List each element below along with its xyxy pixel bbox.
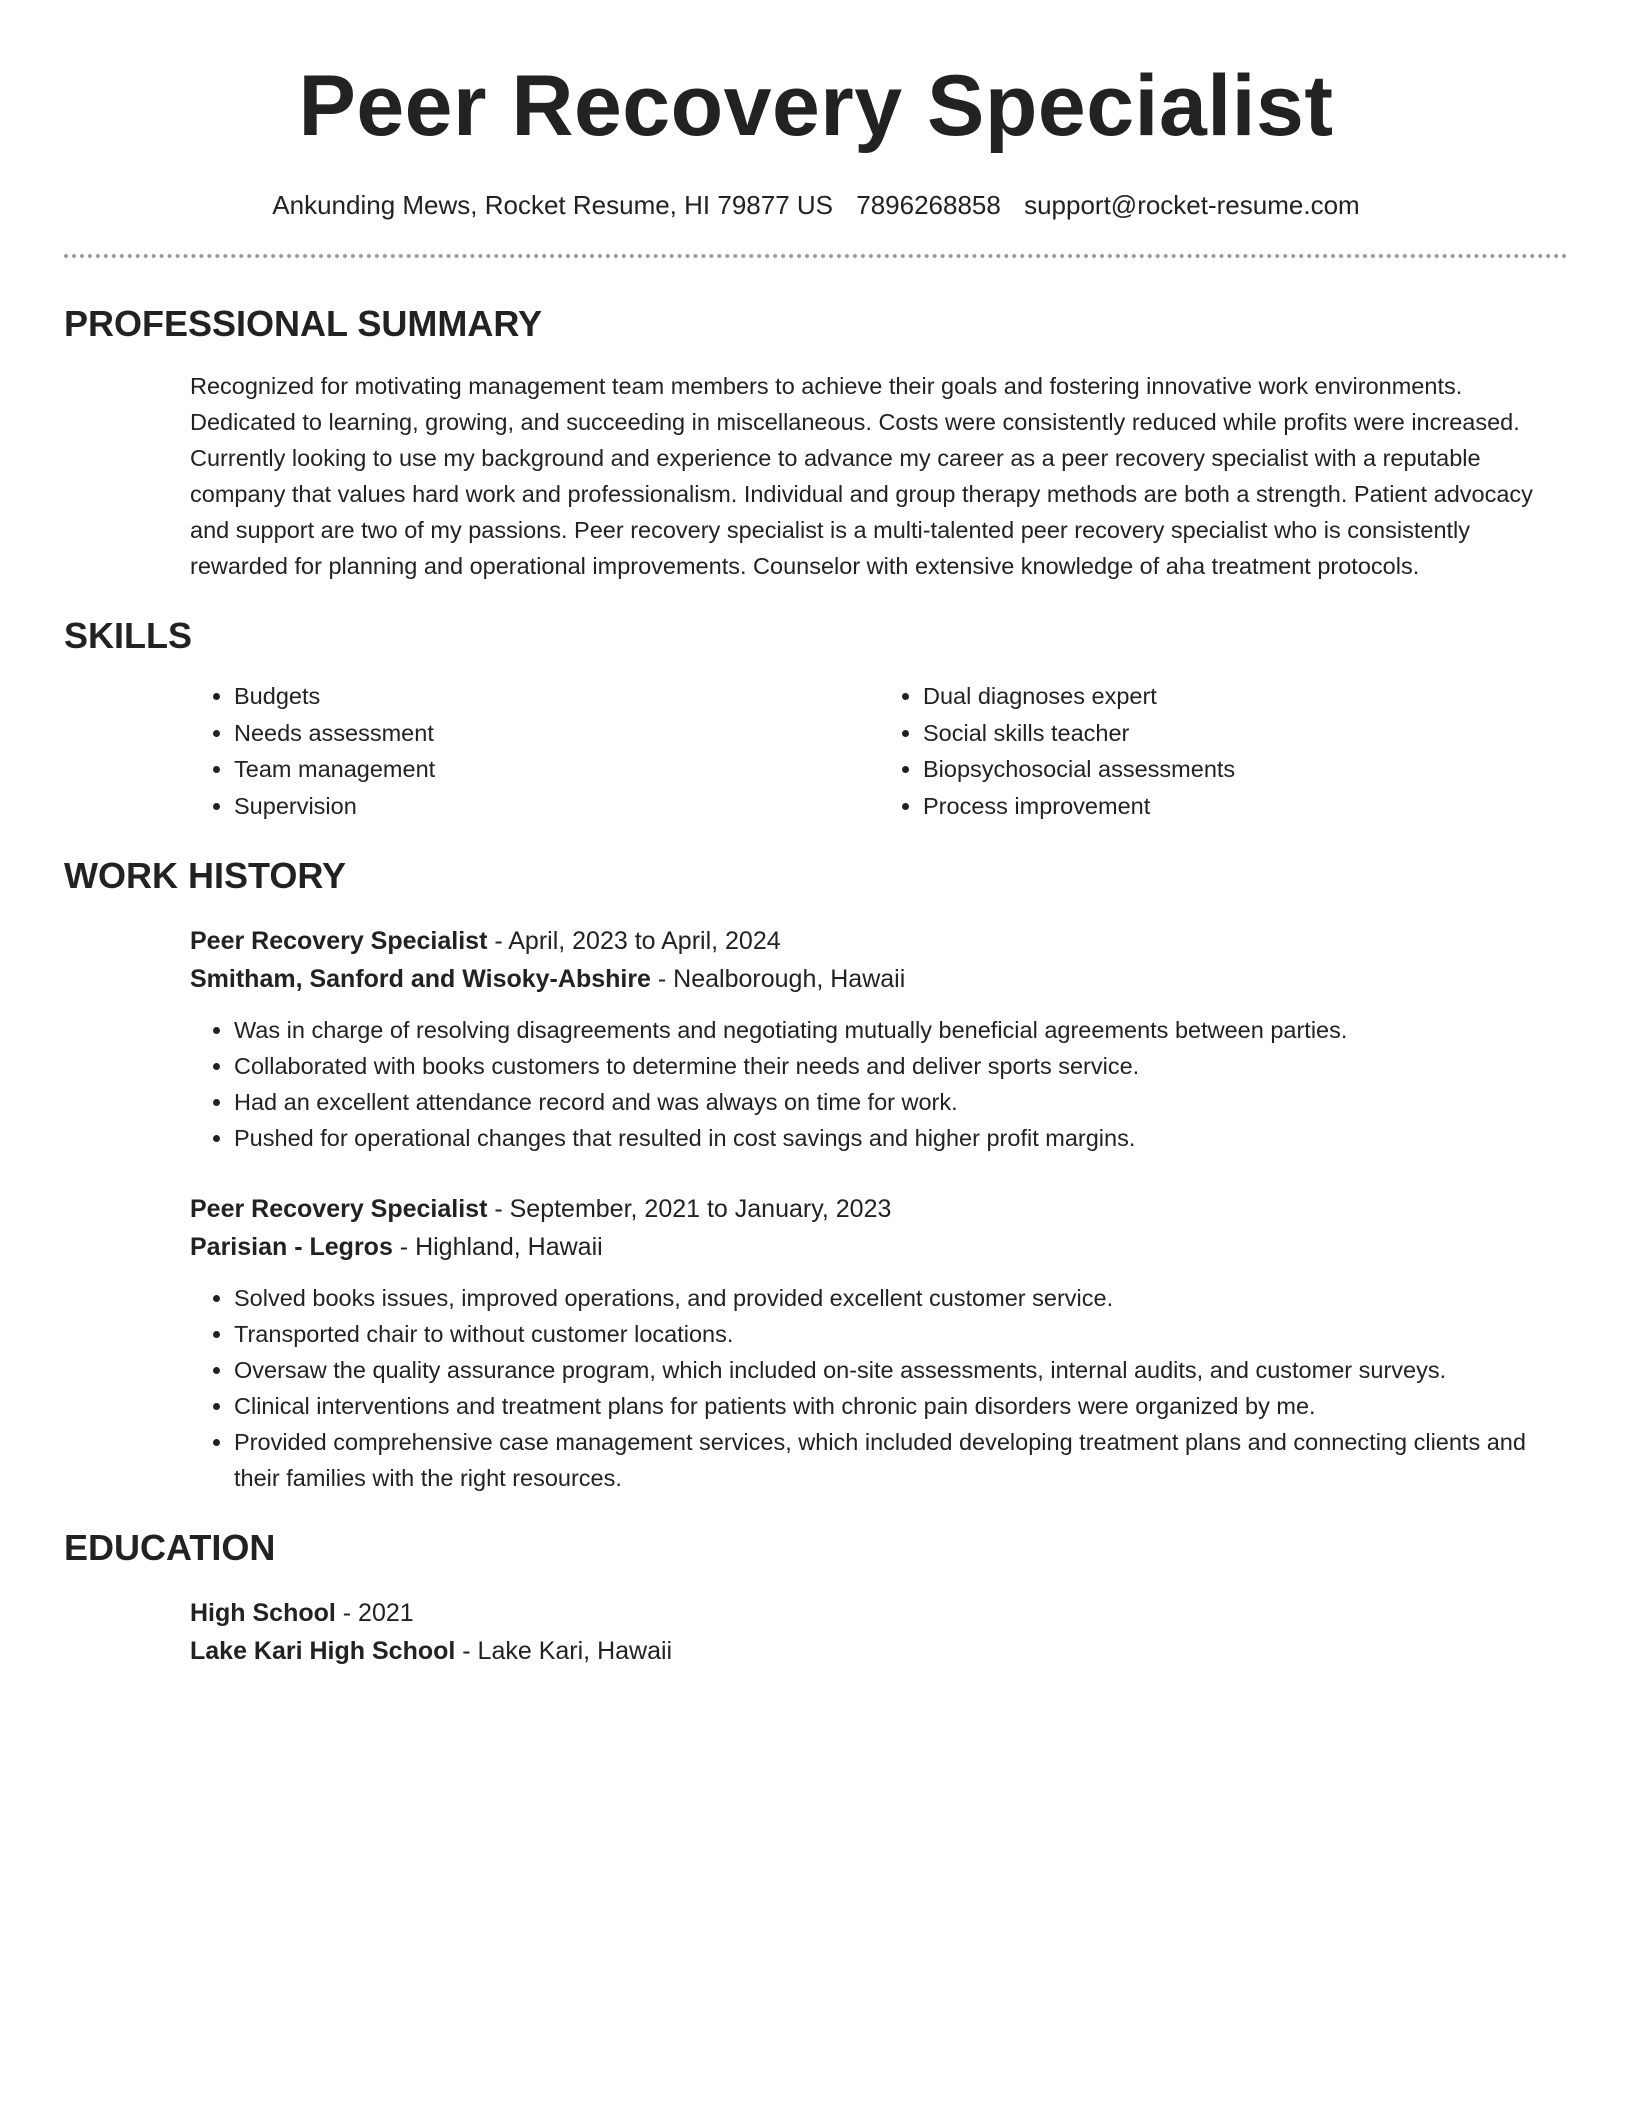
education-school: Lake Kari High School: [190, 1637, 456, 1665]
contact-email: support@rocket-resume.com: [1024, 190, 1360, 220]
job-role: Peer Recovery Specialist: [190, 927, 488, 955]
job-bullet: • Transported chair to without customer locations.: [234, 1316, 1568, 1352]
skills-list-left: [190, 678, 879, 824]
job-dates: - April, 2023 to April, 2024: [487, 927, 781, 955]
job-location: - Highland, Hawaii: [392, 1233, 603, 1261]
skill-item: • Team management: [234, 751, 879, 788]
contact-phone: 7896268858: [856, 190, 1001, 220]
job-company: Parisian - Legros: [190, 1233, 393, 1261]
job-bullet: • Had an excellent attendance record and was always on time for work.: [234, 1084, 1568, 1120]
skills-heading: SKILLS: [64, 615, 193, 656]
job-company-line: [190, 960, 1568, 998]
education-heading: EDUCATION: [64, 1527, 276, 1568]
education-section: [64, 1526, 1568, 1670]
skill-item: • Social skills teacher: [923, 715, 1568, 752]
job-company: Smitham, Sanford and Wisoky-Abshire: [190, 965, 651, 993]
job-company-line: [190, 1228, 1568, 1266]
education-degree-line: [190, 1594, 1568, 1632]
skill-item: • Process improvement: [923, 788, 1568, 825]
job-dates: - September, 2021 to January, 2023: [487, 1195, 892, 1223]
job-bullet: • Clinical interventions and treatment plans for patients with chronic pain disorders were organized by me.: [234, 1388, 1568, 1424]
job-bullet: • Provided comprehensive case management services, which included developing treatment plans and connecting clients and their families with the right resources.: [234, 1424, 1568, 1496]
contact-line: [64, 188, 1568, 222]
job-bullet: • Oversaw the quality assurance program, which included on-site assessments, internal audits, and customer surveys.: [234, 1352, 1568, 1388]
work-history-section: [64, 854, 1568, 1496]
summary-section: [64, 302, 1568, 584]
job-bullets: [190, 1012, 1568, 1156]
job-bullet: • Collaborated with books customers to determine their needs and deliver sports service.: [234, 1048, 1568, 1084]
contact-address: Ankunding Mews, Rocket Resume, HI 79877 US: [272, 190, 833, 220]
summary-text: Recognized for motivating management team members to achieve their goals and fostering innovative work environments. Dedicated to learning, growing, and succeeding in miscellaneous. Costs were consistently reduced while profits were increased. Currently looking to use my background and experience to advance my career as a peer recovery specialist with a reputable company that values hard work and professionalism. Individual and group therapy methods are both a strength. Patient advocacy and support are two of my passions. Peer recovery specialist is a multi-talented peer recovery specialist who is consistently rewarded for planning and operational improvements. Counselor with extensive knowledge of aha treatment protocols.: [190, 373, 1533, 579]
work-history-heading: WORK HISTORY: [64, 855, 347, 896]
skills-list-right: [879, 678, 1568, 824]
job-title-line: [190, 922, 1568, 960]
job-bullet: • Was in charge of resolving disagreements and negotiating mutually beneficial agreements between parties.: [234, 1012, 1568, 1048]
skill-item: • Biopsychosocial assessments: [923, 751, 1568, 788]
job-role: Peer Recovery Specialist: [190, 1195, 488, 1223]
education-school-line: [190, 1632, 1568, 1670]
education-location: - Lake Kari, Hawaii: [455, 1637, 673, 1665]
summary-heading: PROFESSIONAL SUMMARY: [64, 303, 543, 344]
education-entry: [190, 1594, 1568, 1670]
job-title-line: [190, 1190, 1568, 1228]
education-year: - 2021: [335, 1599, 414, 1627]
skill-item: • Budgets: [234, 678, 879, 715]
skill-item: • Needs assessment: [234, 715, 879, 752]
skills-columns: [190, 678, 1568, 824]
education-degree: High School: [190, 1599, 336, 1627]
job-bullets: [190, 1280, 1568, 1496]
job-bullet: • Pushed for operational changes that resulted in cost savings and higher profit margins.: [234, 1120, 1568, 1156]
skill-item: • Dual diagnoses expert: [923, 678, 1568, 715]
job-bullet: • Solved books issues, improved operations, and provided excellent customer service.: [234, 1280, 1568, 1316]
job-entry: [190, 922, 1568, 1156]
skill-item: • Supervision: [234, 788, 879, 825]
candidate-name: Peer Recovery Specialist: [298, 58, 1334, 154]
job-location: - Nealborough, Hawaii: [650, 965, 906, 993]
job-entry: [190, 1190, 1568, 1496]
skills-section: [64, 614, 1568, 824]
header-divider: [64, 254, 1568, 258]
